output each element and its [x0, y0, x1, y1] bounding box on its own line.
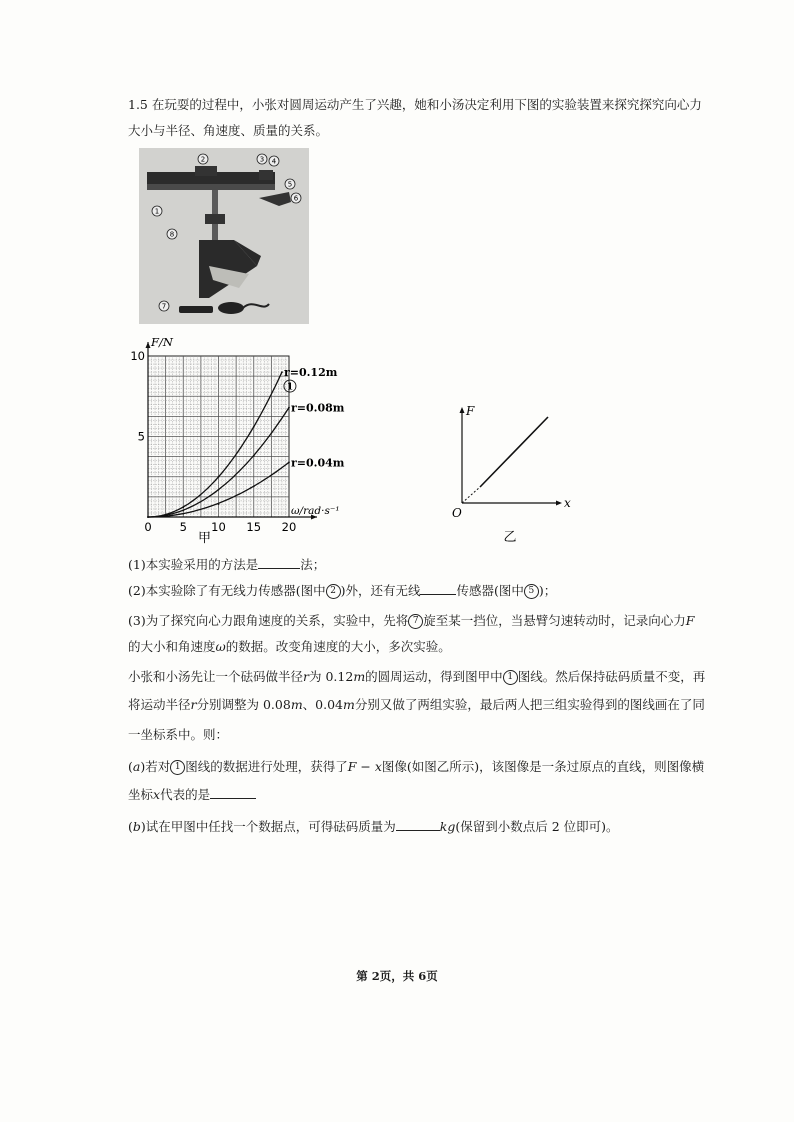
chart-jia-xlabel: ω/rad·s⁻¹	[291, 505, 340, 517]
qa-answer-blank[interactable]	[210, 786, 256, 799]
q2: (2)本实验除了有无线力传感器(图中 2 )外，还有无线 传感器(图中 5 )；	[128, 583, 557, 598]
page-footer: 第 2页，共 6页	[356, 969, 438, 983]
chart-jia-ylabel: F/N	[151, 335, 173, 349]
chart-jia-series-label-2: r=0.04m	[291, 456, 345, 470]
chart-jia-series-1-point	[182, 510, 184, 512]
q3-line-2: 的大小和角速度ω的数据。改变角速度的大小，多次实验。	[128, 639, 451, 654]
qb-line: (b)试在甲图中任找一个数据点，可得砝码质量为 kg(保留到小数点后 2 位即可)。	[128, 819, 619, 834]
chart-jia-series-1-point	[288, 407, 290, 409]
svg-text:4: 4	[271, 157, 277, 166]
qa-line-1: (a)若对 1 图线的数据进行处理，获得了F − x图像(如图乙所示)，该图像是一条过原点的直线，则图像横	[128, 759, 705, 774]
chart-yi	[440, 395, 580, 545]
chart-jia	[128, 330, 378, 550]
photo-label-4	[269, 156, 279, 166]
q3-line-1: (3)为了探究向心力跟角速度的关系，实验中，先将 7 旋至某一挡位，当悬臂匀速转动时，记录向心力F	[128, 613, 695, 628]
chart-jia-series-0-point	[281, 371, 283, 373]
chart-jia-series-2-point	[288, 461, 290, 463]
chart-jia-xtick-label: 10	[211, 520, 226, 534]
photo-label-8	[167, 229, 177, 239]
chart-jia-ytick-label: 10	[130, 349, 145, 363]
para-line-3: 一坐标系中。则：	[128, 727, 229, 742]
svg-text:6: 6	[293, 194, 299, 203]
photo-label-1	[152, 206, 162, 216]
chart-jia-xtick-label: 5	[179, 520, 187, 534]
chart-yi-y-arrow	[460, 407, 465, 413]
chart-jia-series-1-point	[218, 489, 220, 491]
chart-jia-ytick-label: 5	[137, 429, 145, 444]
chart-jia-series-label-1: r=0.08m	[291, 401, 345, 415]
q2-answer-blank[interactable]	[420, 582, 456, 595]
photo-label-6	[291, 193, 301, 203]
chart-jia-xtick-label: 0	[144, 520, 152, 534]
chart-jia-series-2-point	[182, 513, 184, 515]
chart-yi-x-arrow	[556, 501, 562, 506]
chart-yi-caption: 乙	[503, 530, 517, 545]
intro-line-2: 大小与半径、角速度、质量的关系。	[128, 123, 329, 138]
svg-text:1: 1	[154, 207, 160, 216]
photo-label-5	[285, 179, 295, 189]
qb-answer-blank[interactable]	[396, 818, 440, 831]
chart-jia-series-1-point	[253, 455, 255, 457]
chart-jia-grid	[148, 356, 289, 517]
chart-yi-series-line	[480, 417, 548, 487]
photo-label-7	[159, 301, 169, 311]
chart-yi-ylabel: F	[466, 404, 475, 418]
svg-text:2: 2	[200, 155, 206, 164]
chart-jia-xtick-label: 20	[281, 520, 297, 534]
chart-jia-series-2-point	[253, 486, 255, 488]
svg-text:3: 3	[259, 155, 265, 164]
chart-jia-series-0-point	[182, 506, 184, 508]
intro-line-1: 1.5 在玩耍的过程中，小张对圆周运动产生了兴趣，她和小汤决定利用下图的实验装置来探究探究向心力	[128, 97, 702, 112]
q1: (1)本实验采用的方法是 法；	[128, 557, 326, 572]
chart-jia-series-0-point	[253, 426, 255, 428]
apparatus-photo	[139, 148, 309, 324]
chart-yi-dashed-segment	[462, 487, 480, 503]
para-line-2: 将运动半径r分别调整为 0.08m、0.04m分别又做了两组实验，最后两人把三组实验得到的图线画在了同	[128, 697, 705, 712]
chart-jia-series-0-point	[218, 476, 220, 478]
chart-jia-series-2-point	[218, 503, 220, 505]
photo-label-3	[257, 154, 267, 164]
para-line-1: 小张和小汤先让一个砝码做半径r为 0.12m的圆周运动，得到图甲中 1 图线。然后保持砝码质量不变，再	[128, 669, 706, 684]
chart-yi-origin: O	[452, 506, 462, 520]
chart-jia-series-label-0: r=0.12m	[283, 366, 338, 380]
chart-jia-caption: 甲	[197, 531, 212, 546]
photo-label-2	[198, 154, 208, 164]
q1-answer-blank[interactable]	[258, 556, 300, 569]
chart-jia-xtick-label: 15	[246, 520, 262, 534]
qa-line-2: 坐标x代表的是	[128, 786, 256, 803]
svg-text:5: 5	[287, 180, 293, 189]
svg-text:8: 8	[169, 230, 175, 239]
svg-text:7: 7	[161, 302, 167, 311]
chart-jia-y-arrow	[146, 342, 151, 348]
chart-yi-xlabel: x	[564, 496, 571, 510]
chart-jia-series-2-point	[147, 516, 149, 518]
svg-text:1: 1	[286, 382, 294, 393]
